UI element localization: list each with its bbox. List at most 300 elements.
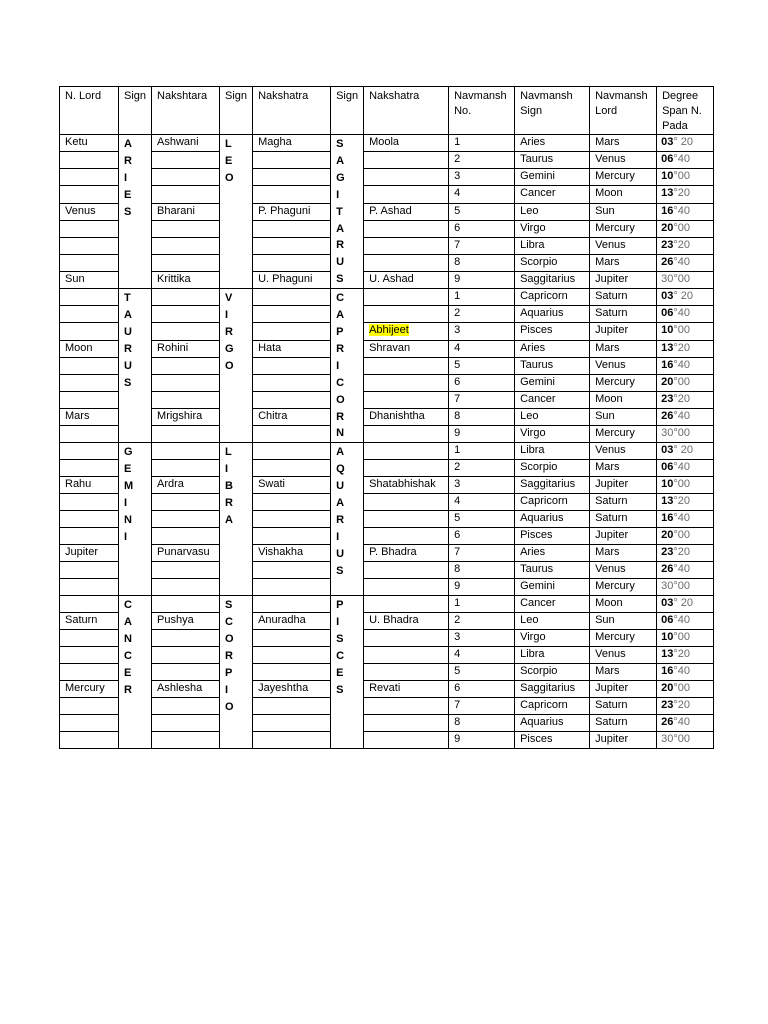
degree-value: 13 — [661, 341, 674, 354]
navmansh-no-cell: 1 — [449, 443, 515, 460]
minutes-value: °40 — [673, 563, 690, 576]
table-row — [60, 732, 714, 749]
nakshatra-1-cell: Bharani — [152, 203, 220, 220]
degree-value: 16 — [661, 358, 674, 371]
nakshatra-2-cell — [253, 152, 331, 169]
sign-letter: U — [124, 325, 132, 338]
nakshatra-3-cell — [364, 477, 449, 494]
navmansh-lord-cell: Mars — [590, 460, 657, 477]
degree-span-cell — [657, 220, 714, 237]
navmansh-no-cell: 1 — [449, 289, 515, 306]
degree-value: 23 — [661, 238, 674, 251]
minutes-value: °20 — [673, 648, 690, 661]
sign-letter: A — [124, 616, 132, 629]
sign-letter: R — [225, 325, 233, 338]
table-row — [60, 579, 714, 596]
sign-letter: S — [336, 138, 344, 150]
sign-letter: T — [336, 205, 343, 218]
nakshatra-2-cell — [253, 323, 331, 340]
nakshatra-1-cell — [152, 323, 220, 340]
nakshatra-2-cell: Jayeshtha — [253, 681, 331, 698]
sign-letter: E — [336, 666, 344, 679]
nakshatra-1-cell: Ashwani — [152, 135, 220, 152]
navmansh-sign-cell: Virgo — [515, 220, 590, 237]
nakshatra-1-cell — [152, 289, 220, 306]
header-degree-span: Degree Span N. Pada — [657, 87, 714, 135]
degree-span-cell — [657, 152, 714, 169]
nakshatra-2-cell — [253, 391, 331, 408]
navmansh-sign-cell: Cancer — [515, 186, 590, 203]
sign-letter: R — [225, 497, 233, 510]
navmansh-sign-cell: Aries — [515, 545, 590, 562]
n-lord-cell — [60, 715, 119, 732]
navmansh-lord-cell: Jupiter — [590, 272, 657, 289]
navmansh-no-cell: 4 — [449, 494, 515, 511]
n-lord-cell: Mercury — [60, 681, 119, 698]
sign-col-1-cell — [119, 443, 152, 596]
navmansh-sign-cell: Pisces — [515, 732, 590, 749]
sign-letter: I — [225, 309, 229, 322]
degree-value: 16 — [661, 512, 674, 525]
navmansh-no-cell: 5 — [449, 664, 515, 681]
sign-letter: E — [124, 188, 132, 201]
navmansh-no-cell: 3 — [449, 477, 515, 494]
navmansh-sign-cell: Libra — [515, 237, 590, 254]
navmansh-sign-cell: Capricorn — [515, 494, 590, 511]
n-lord-cell — [60, 374, 119, 391]
minutes-value: °20 — [673, 495, 690, 508]
navmansh-lord-cell: Jupiter — [590, 323, 657, 340]
sign-letter: S — [336, 564, 344, 577]
degree-span-cell — [657, 374, 714, 391]
navmansh-sign-cell: Libra — [515, 443, 590, 460]
nakshatra-1-cell — [152, 237, 220, 254]
n-lord-cell — [60, 460, 119, 477]
table-row — [60, 289, 714, 306]
nakshatra-2-cell — [253, 698, 331, 715]
navmansh-lord-cell: Moon — [590, 391, 657, 408]
minutes-value: °20 — [673, 699, 690, 712]
sign-letter: M — [124, 480, 134, 493]
sign-letter: N — [336, 427, 345, 440]
navmansh-lord-cell: Venus — [590, 647, 657, 664]
table-row — [60, 272, 714, 289]
navmansh-no-cell: 2 — [449, 306, 515, 323]
nakshatra-2-cell: P. Phaguni — [253, 203, 331, 220]
degree-span-cell — [657, 477, 714, 494]
degree-value: 20 — [661, 375, 674, 388]
degree-value: 03 — [661, 290, 674, 303]
sign-letter: I — [124, 497, 128, 510]
degree-span-cell — [657, 391, 714, 408]
nakshatra-3-cell — [364, 254, 449, 271]
nakshatra-3-text: Revati — [369, 682, 401, 695]
minutes-value: °40 — [673, 358, 690, 371]
degree-span-cell — [657, 732, 714, 749]
nakshatra-3-cell — [364, 323, 449, 340]
navmansh-no-cell: 6 — [449, 220, 515, 237]
header-nakshatra: Nakshatra — [364, 87, 449, 135]
nakshatra-3-cell — [364, 374, 449, 391]
navmansh-sign-cell: Aries — [515, 340, 590, 357]
navmansh-lord-cell: Sun — [590, 203, 657, 220]
n-lord-cell — [60, 630, 119, 647]
sign-letter: I — [336, 359, 340, 372]
degree-value: 13 — [661, 648, 674, 661]
header-navmansh-no: Navmansh No. — [449, 87, 515, 135]
header-n-lord: N. Lord — [60, 87, 119, 135]
navmansh-sign-cell: Scorpio — [515, 254, 590, 271]
sign-letter: C — [336, 650, 345, 663]
minutes-value: °20 — [673, 392, 690, 405]
sign-letter: A — [225, 513, 233, 526]
navmansh-no-cell: 9 — [449, 426, 515, 443]
navmansh-sign-cell: Taurus — [515, 562, 590, 579]
degree-value: 20 — [661, 221, 674, 234]
degree-span-cell — [657, 426, 714, 443]
n-lord-cell — [60, 562, 119, 579]
navmansh-sign-cell: Saggitarius — [515, 477, 590, 494]
navmansh-no-cell: 9 — [449, 732, 515, 749]
nakshatra-3-cell — [364, 545, 449, 562]
navmansh-lord-cell: Mars — [590, 254, 657, 271]
degree-span-cell — [657, 357, 714, 374]
sign-col-3-cell — [331, 289, 364, 443]
navmansh-no-cell: 7 — [449, 698, 515, 715]
table-row — [60, 186, 714, 203]
n-lord-cell — [60, 357, 119, 374]
nakshatra-1-cell — [152, 460, 220, 477]
header-row — [60, 87, 714, 135]
navmansh-lord-cell: Saturn — [590, 306, 657, 323]
degree-span-cell — [657, 681, 714, 698]
navmansh-sign-cell: Scorpio — [515, 460, 590, 477]
sign-letter: O — [225, 700, 234, 713]
nakshatra-1-cell — [152, 169, 220, 186]
nakshatra-3-cell — [364, 357, 449, 374]
navmansh-no-cell: 6 — [449, 374, 515, 391]
sign-letter: T — [124, 292, 131, 305]
sign-letter: S — [124, 205, 132, 218]
degree-value: 20 — [661, 682, 674, 695]
sign-letter: N — [124, 633, 132, 646]
sign-letter: E — [124, 666, 132, 679]
navmansh-lord-cell: Venus — [590, 357, 657, 374]
degree-span-cell — [657, 443, 714, 460]
table-row — [60, 715, 714, 732]
degree-span-cell — [657, 664, 714, 681]
sign-letter: V — [225, 292, 233, 305]
sign-col-2-cell — [220, 289, 253, 443]
degree-value: 10 — [661, 478, 674, 491]
sign-letter: S — [336, 633, 344, 646]
navmansh-no-cell: 2 — [449, 460, 515, 477]
minutes-value: °00 — [673, 682, 690, 695]
n-lord-cell — [60, 289, 119, 306]
nakshatra-2-cell — [253, 732, 331, 749]
navmansh-lord-cell: Mercury — [590, 426, 657, 443]
sign-letter: I — [225, 683, 229, 696]
table-row — [60, 647, 714, 664]
sign-letter: A — [336, 309, 345, 322]
navmansh-lord-cell: Venus — [590, 237, 657, 254]
sign-letter: S — [124, 376, 132, 389]
navmansh-lord-cell: Saturn — [590, 511, 657, 528]
table-row — [60, 698, 714, 715]
navmansh-sign-cell: Leo — [515, 613, 590, 630]
navmansh-no-cell: 5 — [449, 511, 515, 528]
sign-col-1-cell — [119, 289, 152, 443]
navmansh-no-cell: 3 — [449, 630, 515, 647]
table-row — [60, 562, 714, 579]
table-row — [60, 681, 714, 698]
nakshatra-3-text: Shravan — [369, 341, 411, 354]
degree-span-cell — [657, 579, 714, 596]
minutes-value: °00 — [673, 221, 690, 234]
sign-letter: I — [336, 616, 340, 629]
nakshatra-2-cell: Chitra — [253, 409, 331, 426]
nakshatra-1-cell — [152, 562, 220, 579]
sign-letter: R — [336, 342, 345, 355]
sign-letter: R — [124, 342, 132, 355]
nakshatra-3-text: P. Bhadra — [369, 546, 417, 559]
navmansh-no-cell: 3 — [449, 169, 515, 186]
table-row — [60, 477, 714, 494]
table-row — [60, 203, 714, 220]
table-row — [60, 357, 714, 374]
nakshatra-3-cell — [364, 664, 449, 681]
navmansh-sign-cell: Cancer — [515, 391, 590, 408]
navmansh-no-cell: 7 — [449, 545, 515, 562]
n-lord-cell — [60, 528, 119, 545]
n-lord-cell — [60, 596, 119, 613]
navmansh-sign-cell: Taurus — [515, 152, 590, 169]
nakshatra-2-cell — [253, 647, 331, 664]
nakshatra-2-cell — [253, 460, 331, 477]
nakshatra-3-cell — [364, 220, 449, 237]
navmansh-lord-cell: Mercury — [590, 169, 657, 186]
table-row — [60, 323, 714, 340]
minutes-value: °40 — [673, 461, 690, 474]
nakshatra-3-cell — [364, 426, 449, 443]
n-lord-cell — [60, 169, 119, 186]
sign-letter: A — [124, 309, 132, 322]
sign-letter: A — [336, 222, 345, 235]
nakshatra-2-cell: Vishakha — [253, 545, 331, 562]
nakshatra-3-cell — [364, 596, 449, 613]
nakshatra-1-cell: Krittika — [152, 272, 220, 289]
nakshatra-2-cell: Hata — [253, 340, 331, 357]
minutes-value: °00 — [673, 478, 690, 491]
nakshatra-2-cell: Anuradha — [253, 613, 331, 630]
nakshatra-1-cell — [152, 511, 220, 528]
navmansh-lord-cell: Jupiter — [590, 732, 657, 749]
minutes-value: °40 — [673, 307, 690, 320]
degree-value: 30°00 — [661, 580, 690, 593]
sign-letter: E — [225, 154, 233, 167]
nakshatra-3-cell — [364, 511, 449, 528]
sign-letter: O — [225, 171, 234, 184]
degree-value: 13 — [661, 495, 674, 508]
highlighted-nakshatra: Abhijeet — [369, 324, 409, 337]
nakshatra-2-cell — [253, 562, 331, 579]
nakshatra-1-cell — [152, 698, 220, 715]
sign-letter: R — [225, 650, 233, 663]
nakshatra-3-text: U. Ashad — [369, 273, 414, 285]
nakshatra-3-text: Dhanishtha — [369, 410, 425, 423]
sign-col-1-cell — [119, 596, 152, 749]
navmansh-sign-cell: Leo — [515, 409, 590, 426]
sign-letter: R — [124, 683, 132, 696]
degree-value: 10 — [661, 631, 674, 644]
nakshatra-1-cell — [152, 664, 220, 681]
minutes-value: ° 20 — [673, 597, 694, 610]
header-sign: Sign — [331, 87, 364, 135]
navmansh-sign-cell: Saggitarius — [515, 681, 590, 698]
table-row — [60, 511, 714, 528]
nakshatra-1-cell — [152, 579, 220, 596]
nakshatra-3-cell — [364, 306, 449, 323]
navmansh-no-cell: 8 — [449, 562, 515, 579]
nakshatra-1-cell — [152, 152, 220, 169]
nakshatra-1-cell — [152, 426, 220, 443]
n-lord-cell: Ketu — [60, 135, 119, 152]
table-row — [60, 374, 714, 391]
navmansh-lord-cell: Saturn — [590, 715, 657, 732]
minutes-value: °20 — [673, 546, 690, 559]
nakshatra-3-cell — [364, 203, 449, 220]
sign-letter: L — [225, 446, 232, 459]
nakshatra-3-cell — [364, 715, 449, 732]
nakshatra-2-cell — [253, 374, 331, 391]
degree-span-cell — [657, 203, 714, 220]
nakshatra-1-cell — [152, 494, 220, 511]
minutes-value: °40 — [673, 665, 690, 678]
sign-letter: S — [336, 273, 344, 286]
degree-span-cell — [657, 409, 714, 426]
navmansh-lord-cell: Mercury — [590, 579, 657, 596]
n-lord-cell: Rahu — [60, 477, 119, 494]
header-nakshatra: Nakshtara — [152, 87, 220, 135]
sign-letter: C — [225, 616, 233, 629]
minutes-value: °40 — [673, 153, 690, 166]
nakshatra-3-text: Shatabhishak — [369, 478, 436, 491]
navmansh-sign-cell: Aquarius — [515, 715, 590, 732]
degree-span-cell — [657, 289, 714, 306]
n-lord-cell — [60, 306, 119, 323]
nakshatra-3-cell — [364, 135, 449, 152]
degree-span-cell — [657, 169, 714, 186]
nakshatra-3-cell — [364, 460, 449, 477]
sign-letter: B — [225, 480, 233, 493]
navmansh-no-cell: 9 — [449, 272, 515, 289]
nakshatra-1-cell — [152, 306, 220, 323]
degree-value: 16 — [661, 204, 674, 217]
n-lord-cell: Moon — [60, 340, 119, 357]
table-row — [60, 443, 714, 460]
nakshatra-1-cell — [152, 357, 220, 374]
nakshatra-3-text: P. Ashad — [369, 204, 412, 217]
nakshatra-3-cell — [364, 579, 449, 596]
sign-col-3-cell — [331, 135, 364, 289]
minutes-value: °40 — [673, 410, 690, 423]
navmansh-no-cell: 1 — [449, 135, 515, 152]
nakshatra-1-cell — [152, 443, 220, 460]
navmansh-lord-cell: Moon — [590, 186, 657, 203]
sign-letter: I — [124, 530, 128, 543]
nakshatra-3-text: U. Bhadra — [369, 614, 419, 627]
nakshatra-3-cell — [364, 443, 449, 460]
minutes-value: °20 — [673, 187, 690, 200]
nakshatra-2-cell: U. Phaguni — [253, 272, 331, 289]
sign-letter: I — [336, 530, 340, 543]
degree-value: 23 — [661, 546, 674, 559]
n-lord-cell — [60, 237, 119, 254]
navmansh-no-cell: 4 — [449, 186, 515, 203]
sign-letter: U — [336, 480, 345, 493]
n-lord-cell — [60, 698, 119, 715]
table-row — [60, 135, 714, 152]
table-row — [60, 494, 714, 511]
sign-letter: C — [336, 292, 345, 305]
degree-value: 03 — [661, 597, 674, 610]
sign-letter: L — [225, 138, 232, 150]
minutes-value: °40 — [673, 204, 690, 217]
minutes-value: ° 20 — [673, 136, 694, 148]
nakshatra-1-cell: Pushya — [152, 613, 220, 630]
header-nakshatra: Nakshatra — [253, 87, 331, 135]
minutes-value: °00 — [673, 324, 690, 337]
navmansh-no-cell: 2 — [449, 613, 515, 630]
sign-letter: P — [336, 599, 344, 612]
n-lord-cell — [60, 579, 119, 596]
table-row — [60, 409, 714, 426]
navmansh-lord-cell: Venus — [590, 443, 657, 460]
navmansh-lord-cell: Saturn — [590, 289, 657, 306]
degree-span-cell — [657, 596, 714, 613]
navmansh-lord-cell: Jupiter — [590, 528, 657, 545]
sign-letter: A — [124, 138, 132, 150]
table-row — [60, 545, 714, 562]
sign-letter: I — [124, 171, 128, 184]
navmansh-sign-cell: Aquarius — [515, 306, 590, 323]
degree-span-cell — [657, 528, 714, 545]
degree-value: 26 — [661, 410, 674, 423]
degree-span-cell — [657, 715, 714, 732]
degree-span-cell — [657, 186, 714, 203]
degree-span-cell — [657, 460, 714, 477]
table-row — [60, 254, 714, 271]
sign-letter: G — [225, 342, 234, 355]
degree-value: 03 — [661, 444, 674, 457]
n-lord-cell — [60, 443, 119, 460]
nakshatra-2-cell: Magha — [253, 135, 331, 152]
navmansh-lord-cell: Moon — [590, 596, 657, 613]
navmansh-lord-cell: Mercury — [590, 220, 657, 237]
nakshatra-2-cell — [253, 426, 331, 443]
header-navmansh-lord: Navmansh Lord — [590, 87, 657, 135]
nakshatra-1-cell: Mrigshira — [152, 409, 220, 426]
nakshatra-3-cell — [364, 186, 449, 203]
navmansh-no-cell: 4 — [449, 340, 515, 357]
sign-letter: S — [225, 599, 233, 612]
table-row — [60, 169, 714, 186]
nakshatra-2-cell — [253, 169, 331, 186]
navmansh-no-cell: 6 — [449, 528, 515, 545]
n-lord-cell — [60, 732, 119, 749]
sign-letter: O — [336, 393, 345, 406]
degree-value: 30°00 — [661, 273, 690, 285]
